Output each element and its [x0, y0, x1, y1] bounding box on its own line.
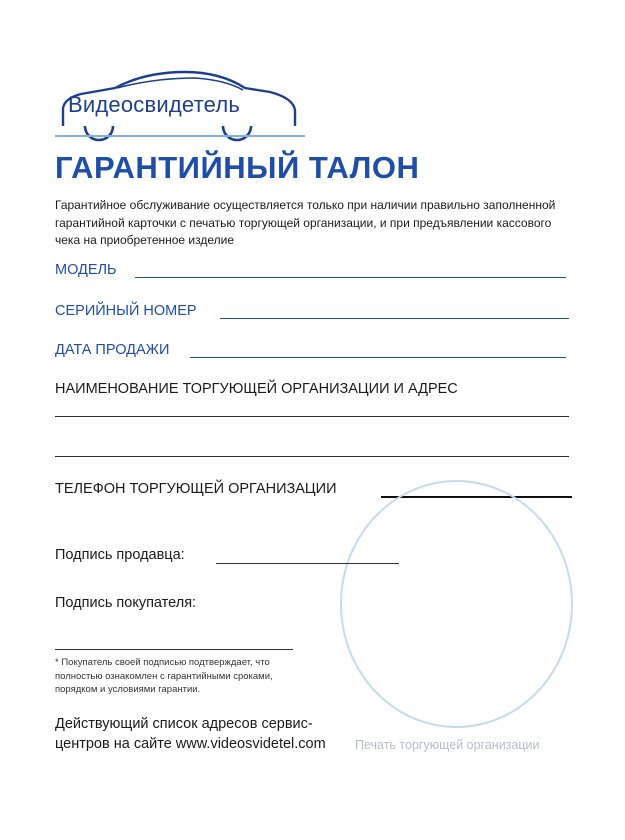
service-line-1: Действующий список адресов сервис- — [55, 716, 313, 732]
service-centers-text — [55, 714, 326, 754]
buyer-signature-label: Подпись покупателя: — [55, 595, 197, 611]
sale-date-field-line[interactable] — [190, 357, 566, 358]
service-line-2: центров на сайте www.videosvidetel.com — [55, 736, 326, 752]
org-address-line-1[interactable] — [55, 416, 569, 417]
sale-date-label: ДАТА ПРОДАЖИ — [55, 342, 170, 358]
org-name-label: НАИМЕНОВАНИЕ ТОРГУЮЩЕЙ ОРГАНИЗАЦИИ И АДРЕС — [55, 381, 458, 397]
page-title: ГАРАНТИЙНЫЙ ТАЛОН — [55, 150, 420, 185]
seller-signature-label: Подпись продавца: — [55, 547, 185, 563]
buyer-note: * Покупатель своей подписью подтверждает, что полностью ознакомлен с гарантийными сроками, порядком и условиями гарантии. — [55, 657, 273, 695]
stamp-area — [340, 480, 573, 728]
org-phone-label: ТЕЛЕФОН ТОРГУЮЩЕЙ ОРГАНИЗАЦИИ — [55, 481, 337, 497]
brand-name: Видеосвидетель — [68, 92, 241, 117]
serial-label: СЕРИЙНЫЙ НОМЕР — [55, 303, 197, 319]
buyer-signature-line[interactable] — [55, 649, 293, 650]
seller-signature-line[interactable] — [216, 563, 399, 564]
model-label: МОДЕЛЬ — [55, 262, 117, 278]
serial-field-line[interactable] — [220, 318, 569, 319]
stamp-label: Печать торгующей организации — [355, 738, 540, 752]
intro-text: Гарантийное обслуживание осуществляется только при наличии правильно заполненной гарантийной карточки с печатью торгующей организации, и при предъявлении кассового чека на приобретенное изделие — [55, 198, 556, 247]
org-address-line-2[interactable] — [55, 456, 569, 457]
model-field-line[interactable] — [135, 277, 566, 278]
